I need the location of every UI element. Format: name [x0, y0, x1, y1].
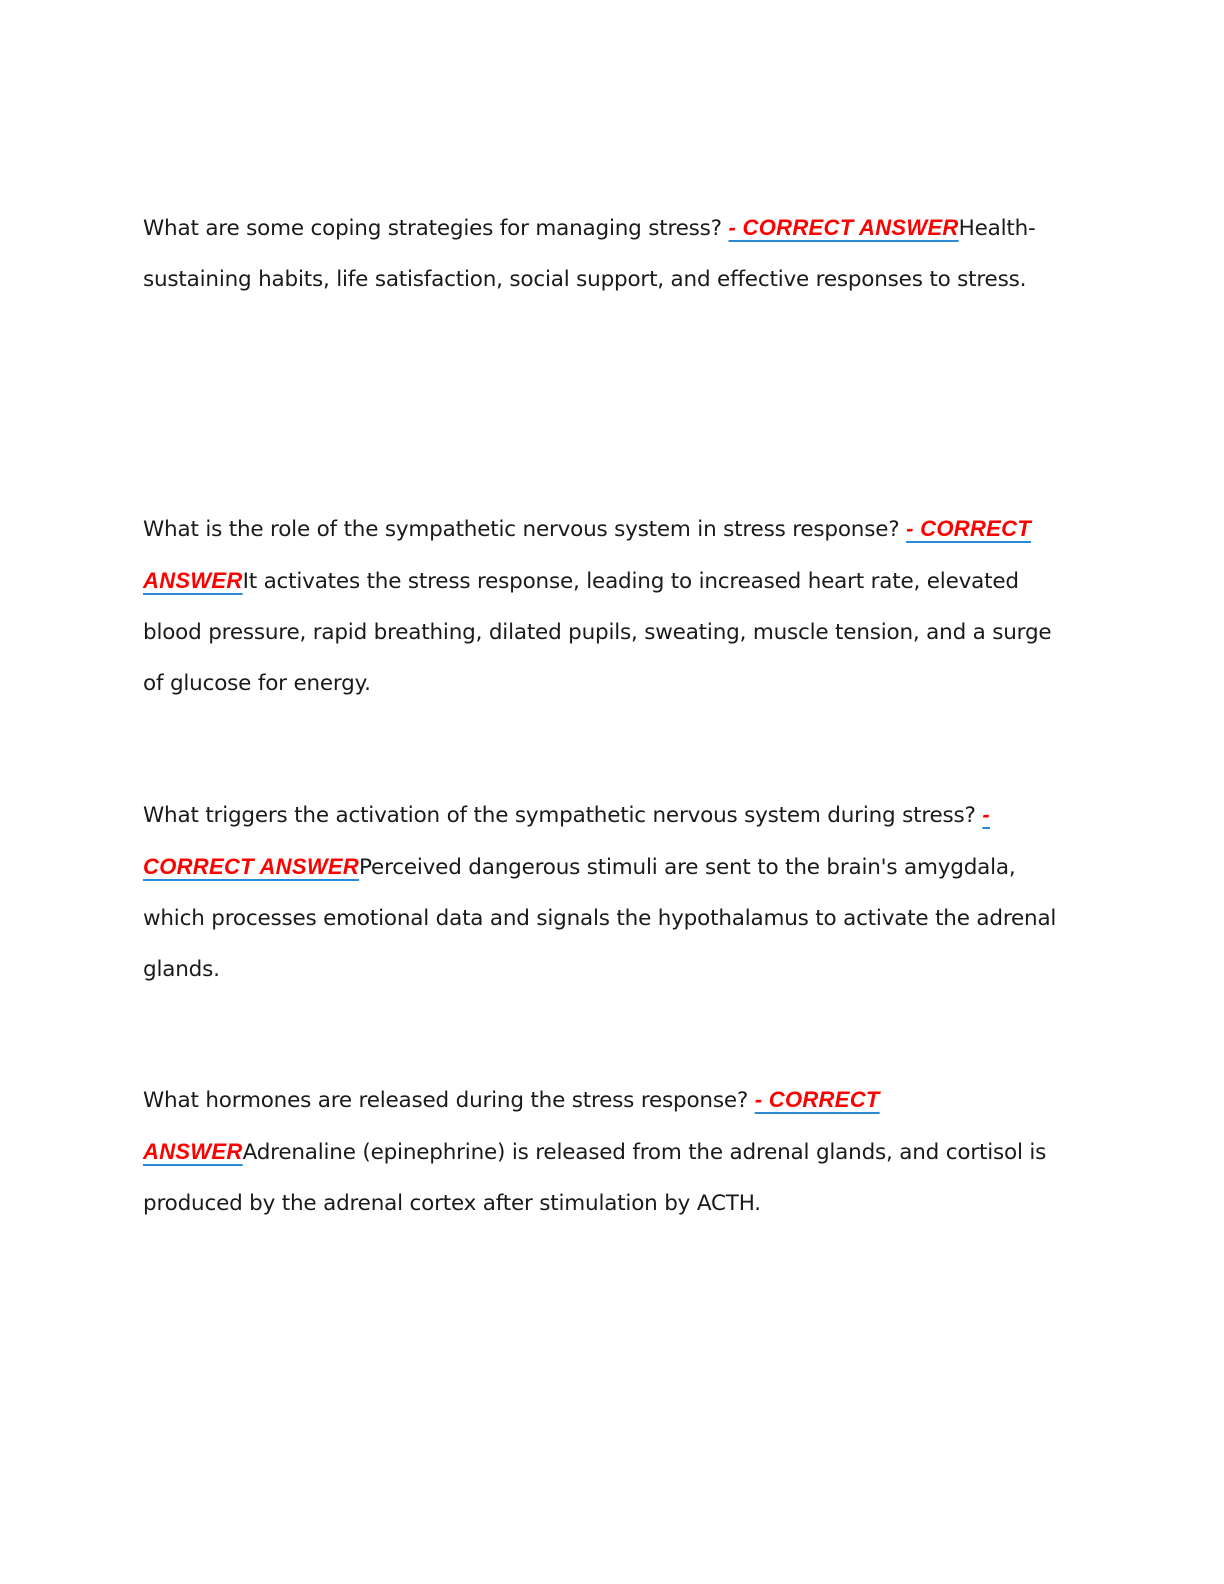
question-text: What hormones are released during the stress response?: [143, 1088, 749, 1113]
answer-text: Health-sustaining habits, life satisfaction, social support, and effective responses to stress.: [143, 216, 1036, 292]
qa-item: [143, 503, 1058, 709]
correct-answer-marker: - CORRECT ANSWER: [143, 802, 991, 879]
qa-item: [143, 789, 1058, 995]
correct-answer-marker: - CORRECT ANSWER: [728, 215, 959, 240]
answer-text: Adrenaline (epinephrine) is released from the adrenal glands, and cortisol is produced by the adrenal cortex after stimulation by ACTH.: [143, 1140, 1047, 1216]
question-text: What is the role of the sympathetic nervous system in stress response?: [143, 517, 900, 542]
qa-item: [143, 1074, 1058, 1229]
correct-answer-marker: - CORRECT ANSWER: [143, 516, 1032, 593]
answer-text: It activates the stress response, leading to increased heart rate, elevated blood pressure, rapid breathing, dilated pupils, sweating, muscle tension, and a surge of glucose for energy.: [143, 569, 1052, 696]
qa-item: [143, 202, 1058, 305]
question-text: What triggers the activation of the sympathetic nervous system during stress?: [143, 803, 976, 828]
answer-text: Perceived dangerous stimuli are sent to the brain's amygdala, which processes emotional data and signals the hypothalamus to activate the adrenal glands.: [143, 855, 1057, 982]
question-text: What are some coping strategies for managing stress?: [143, 216, 722, 241]
correct-answer-marker: - CORRECT ANSWER: [143, 1087, 880, 1164]
